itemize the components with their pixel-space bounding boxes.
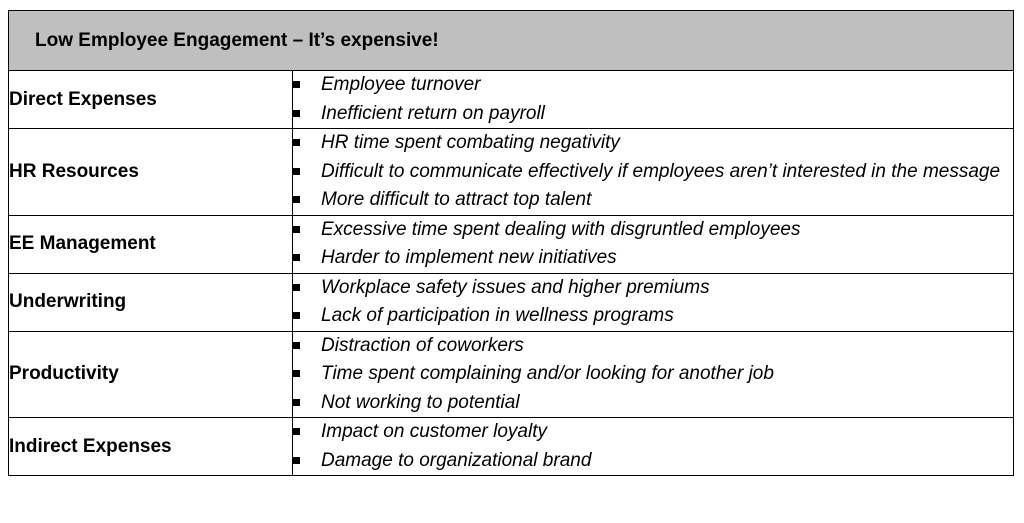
list-item-text: More difficult to attract top talent (321, 189, 592, 210)
square-bullet-icon (293, 139, 300, 146)
list-item (293, 389, 1013, 418)
square-bullet-icon (293, 284, 300, 291)
square-bullet-icon (293, 196, 300, 203)
table-row (9, 129, 1014, 216)
row-items (293, 273, 1014, 331)
square-bullet-icon (293, 399, 300, 406)
row-items (293, 331, 1014, 418)
table-header-row (9, 11, 1014, 71)
list-item-text: HR time spent combating negativity (321, 132, 620, 153)
list-item (293, 302, 1013, 331)
list-item (293, 274, 1013, 303)
list-item-text: Damage to organizational brand (321, 449, 592, 471)
square-bullet-icon (293, 370, 300, 377)
list-item (293, 186, 1013, 215)
list-item-text: Inefficient return on payroll (321, 102, 545, 124)
bullet-list (293, 332, 1013, 418)
list-item (293, 158, 1013, 187)
list-item (293, 332, 1013, 361)
row-label: Underwriting (9, 273, 293, 331)
row-label: Productivity (9, 331, 293, 418)
list-item (293, 71, 1013, 100)
list-item (293, 244, 1013, 273)
list-item (293, 216, 1013, 245)
list-item-text: Difficult to communicate effectively if employees aren’t interested in the message (321, 160, 1001, 182)
row-label: Indirect Expenses (9, 418, 293, 476)
list-item-text: Harder to implement new initiatives (321, 247, 617, 268)
table-row (9, 331, 1014, 418)
row-items (293, 418, 1014, 476)
row-items (293, 215, 1014, 273)
square-bullet-icon (293, 168, 300, 175)
row-label: Direct Expenses (9, 71, 293, 129)
list-item (293, 447, 1013, 476)
list-item-text: Distraction of coworkers (321, 334, 524, 356)
bullet-list (293, 71, 1013, 128)
square-bullet-icon (293, 428, 300, 435)
table-row (9, 71, 1014, 129)
square-bullet-icon (293, 254, 300, 261)
list-item (293, 100, 1013, 129)
table-body (9, 71, 1014, 476)
list-item-text: Employee turnover (321, 74, 481, 95)
square-bullet-icon (293, 81, 300, 88)
list-item-text: Workplace safety issues and higher premiums (321, 276, 710, 298)
list-item (293, 360, 1013, 389)
row-items (293, 129, 1014, 216)
bullet-list (293, 274, 1013, 331)
bullet-list (293, 216, 1013, 273)
table-row (9, 418, 1014, 476)
square-bullet-icon (293, 110, 300, 117)
engagement-cost-table (8, 10, 1014, 476)
square-bullet-icon (293, 312, 300, 319)
list-item-text: Excessive time spent dealing with disgruntled employees (321, 218, 801, 240)
row-label: EE Management (9, 215, 293, 273)
list-item (293, 418, 1013, 447)
list-item-text: Not working to potential (321, 391, 520, 413)
list-item (293, 129, 1013, 158)
square-bullet-icon (293, 226, 300, 233)
table-row (9, 215, 1014, 273)
bullet-list (293, 129, 1013, 215)
list-item-text: Time spent complaining and/or looking for another job (321, 363, 774, 384)
table-row (9, 273, 1014, 331)
list-item-text: Impact on customer loyalty (321, 421, 547, 442)
table-title: Low Employee Engagement – It’s expensive! (9, 11, 1014, 71)
square-bullet-icon (293, 457, 300, 464)
list-item-text: Lack of participation in wellness programs (321, 305, 674, 326)
bullet-list (293, 418, 1013, 475)
row-label: HR Resources (9, 129, 293, 216)
square-bullet-icon (293, 342, 300, 349)
row-items (293, 71, 1014, 129)
